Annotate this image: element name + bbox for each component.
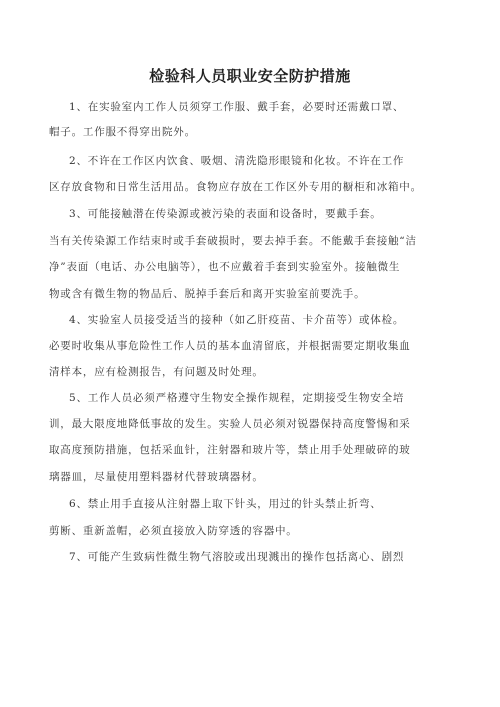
paragraph-5-line-4: 璃器皿，尽量使用塑料器材代替玻璃器材。 [49, 471, 264, 483]
paragraph-3-line-2: 当有关传染源工作结束时或手套破损时，要去掉手套。不能戴手套接触“洁 [49, 235, 417, 247]
paragraph-2-line-1: 2、不许在工作区内饮食、吸烟、清洗隐形眼镜和化妆。不许在工作 [69, 155, 405, 167]
paragraph-4-line-1: 4、实验室人员接受适当的接种（如乙肝疫苗、卡介苗等）或体检。 [69, 314, 405, 326]
paragraph-7-line-1: 7、可能产生致病性微生物气溶胶或出现溅出的操作包括离心、剧烈 [69, 551, 405, 563]
paragraph-5-line-1: 5、工作人员必须严格遵守生物安全操作规程，定期接受生物安全培 [69, 392, 405, 404]
paragraph-6-line-1: 6、禁止用手直接从注射器上取下针头，用过的针头禁止折弯、 [69, 498, 382, 510]
paragraph-5-line-2: 训，最大限度地降低事故的发生。实验人员必须对锐器保持高度警惕和采 [49, 418, 411, 430]
paragraph-4-line-3: 清样本，应有检测报告，有问题及时处理。 [49, 366, 264, 378]
paragraph-1-line-2: 帽子。工作服不得穿出院外。 [49, 126, 196, 138]
paragraph-2-line-2: 区存放食物和日常生活用品。食物应存放在工作区外专用的橱柜和冰箱中。 [49, 181, 422, 193]
document-title: 检验科人员职业安全防护措施 [149, 67, 351, 85]
paragraph-4-line-2: 必要时收集从事危险性工作人员的基本血清留底，并根据需要定期收集血 [49, 340, 411, 352]
paragraph-3-line-3: 净”表面（电话、办公电脑等），也不应戴着手套到实验室外。接触微生 [49, 261, 401, 273]
paragraph-3-line-4: 物或含有微生物的物品后、脱掉手套后和离开实验室前要洗手。 [49, 288, 366, 300]
paragraph-5-line-3: 取高度预防措施，包括采血针，注射器和玻片等，禁止用手处理破碎的玻 [49, 444, 411, 456]
paragraph-1-line-1: 1、在实验室内工作人员须穿工作服、戴手套，必要时还需戴口罩、 [69, 101, 405, 113]
paragraph-3-line-1: 3、可能接触潜在传染源或被污染的表面和设备时，要戴手套。 [69, 208, 382, 220]
paragraph-6-line-2: 剪断、重新盖帽，必须直接放入防穿透的容器中。 [49, 525, 298, 537]
